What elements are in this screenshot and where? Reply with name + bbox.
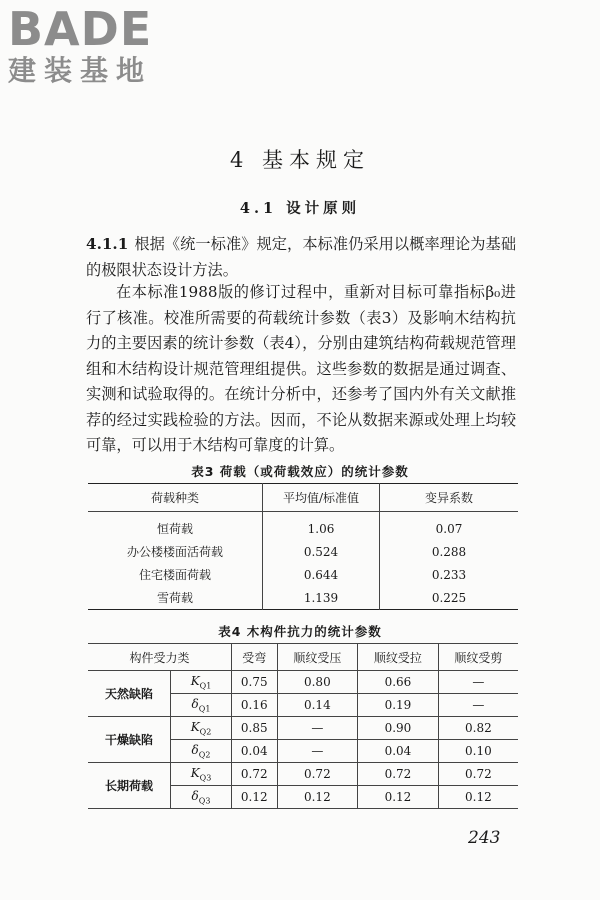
symbol-k: K <box>190 765 200 780</box>
logo-sub-text: 建装基地 <box>8 54 153 87</box>
table4 <box>88 643 518 809</box>
table-cell: 0.72 <box>438 763 518 786</box>
clause-text-1: 根据《统一标准》规定，本标准仍采用以概率理论为基础的极限状态设计方法。 <box>86 235 516 279</box>
symbol-cell <box>171 671 232 694</box>
group-label: 长期荷载 <box>88 763 171 809</box>
symbol-delta: δ <box>191 742 199 757</box>
table-cell: — <box>277 740 358 763</box>
table-cell: 0.75 <box>232 671 278 694</box>
table-row <box>88 563 518 586</box>
table-cell: 0.82 <box>438 717 518 740</box>
table-cell: 0.644 <box>263 563 380 586</box>
symbol-sub: Q3 <box>198 796 211 806</box>
symbol-cell <box>171 694 232 717</box>
group-label: 天然缺陷 <box>88 671 171 717</box>
table3-header-row <box>88 484 518 512</box>
symbol-sub: Q1 <box>199 681 212 691</box>
table4-header: 受弯 <box>232 644 278 671</box>
page-number: 243 <box>468 828 501 848</box>
symbol-k: K <box>190 673 200 688</box>
table3 <box>88 483 518 610</box>
watermark-logo <box>8 4 152 88</box>
symbol-sub: Q2 <box>198 750 211 760</box>
table-cell: 0.288 <box>431 544 467 559</box>
table-cell: 0.524 <box>263 540 380 563</box>
symbol-sub: Q2 <box>199 727 212 737</box>
table-cell: 0.16 <box>232 694 278 717</box>
clause-paragraph-2: 在本标准1988版的修订过程中，重新对目标可靠指标β₀进行了核准。校准所需要的荷载统计参数（表3）及影响木结构抗力的主要因素的统计参数（表4），分别由建筑结构荷载规范管理组和木结构设计规范管理组提供。这些参数的数据是通过调查、实测和试验取得的。在统计分析中，还参考了国内外有关文献推荐的经过实践检验的方法。因而，不论从数据来源或处理上均较可靠，可以用于木结构可靠度的计算。 <box>86 283 516 454</box>
table-cell: 0.225 <box>431 590 467 605</box>
table-cell: 0.66 <box>358 671 439 694</box>
table-cell: 雪荷载 <box>88 586 263 610</box>
table-cell: 0.90 <box>358 717 439 740</box>
table-cell: 0.07 <box>435 521 463 536</box>
table-cell: 0.12 <box>438 786 518 809</box>
table3-header: 变异系数 <box>380 484 519 512</box>
symbol-delta: δ <box>191 788 199 803</box>
table-cell: 0.72 <box>232 763 278 786</box>
table-cell: — <box>438 694 518 717</box>
table-cell: 0.14 <box>277 694 358 717</box>
table3-header: 荷载种类 <box>88 484 263 512</box>
table-row <box>88 586 518 610</box>
table-cell: 住宅楼面荷载 <box>88 563 263 586</box>
table3-caption: 表3 荷载（或荷载效应）的统计参数 <box>191 464 409 479</box>
table4-caption: 表4 木构件抗力的统计参数 <box>218 624 382 639</box>
table-cell: 办公楼楼面活荷载 <box>88 540 263 563</box>
table3-header: 平均值/标准值 <box>263 484 380 512</box>
table-cell: 0.19 <box>358 694 439 717</box>
symbol-cell <box>171 717 232 740</box>
table-cell: 恒荷载 <box>88 512 263 541</box>
table4-header: 顺纹受压 <box>277 644 358 671</box>
table-cell: — <box>277 717 358 740</box>
table-cell: 1.139 <box>263 586 380 610</box>
table-cell: 1.06 <box>263 512 380 541</box>
clause-paragraph-1 <box>86 232 516 283</box>
symbol-cell <box>171 740 232 763</box>
table-cell: 0.12 <box>232 786 278 809</box>
symbol-sub: Q1 <box>198 704 211 714</box>
table4-header: 构件受力类 <box>88 644 232 671</box>
table-cell: 0.10 <box>438 740 518 763</box>
table4-header-row <box>88 644 518 671</box>
symbol-sub: Q3 <box>199 773 212 783</box>
group-label: 干燥缺陷 <box>88 717 171 763</box>
symbol-cell <box>171 763 232 786</box>
table-cell: — <box>438 671 518 694</box>
table4-header: 顺纹受拉 <box>358 644 439 671</box>
table4-header: 顺纹受剪 <box>438 644 518 671</box>
symbol-cell <box>171 786 232 809</box>
table-cell: 0.12 <box>358 786 439 809</box>
table-row <box>88 763 518 786</box>
table-cell: 0.233 <box>431 567 467 582</box>
table-cell: 0.85 <box>232 717 278 740</box>
table-cell: 0.80 <box>277 671 358 694</box>
table-cell: 0.72 <box>277 763 358 786</box>
logo-main-text: BADE <box>8 2 153 56</box>
symbol-k: K <box>190 719 200 734</box>
section-title: 4.1 设计原则 <box>239 200 361 217</box>
table-row <box>88 512 518 541</box>
table-cell: 0.04 <box>232 740 278 763</box>
clause-number: 4.1.1 <box>86 235 129 253</box>
table-row <box>88 717 518 740</box>
symbol-delta: δ <box>191 696 199 711</box>
chapter-title: 4 基本规定 <box>229 148 371 172</box>
table-cell: 0.12 <box>277 786 358 809</box>
table-row <box>88 540 518 563</box>
table-cell: 0.04 <box>358 740 439 763</box>
table-row <box>88 671 518 694</box>
table-cell: 0.72 <box>358 763 439 786</box>
